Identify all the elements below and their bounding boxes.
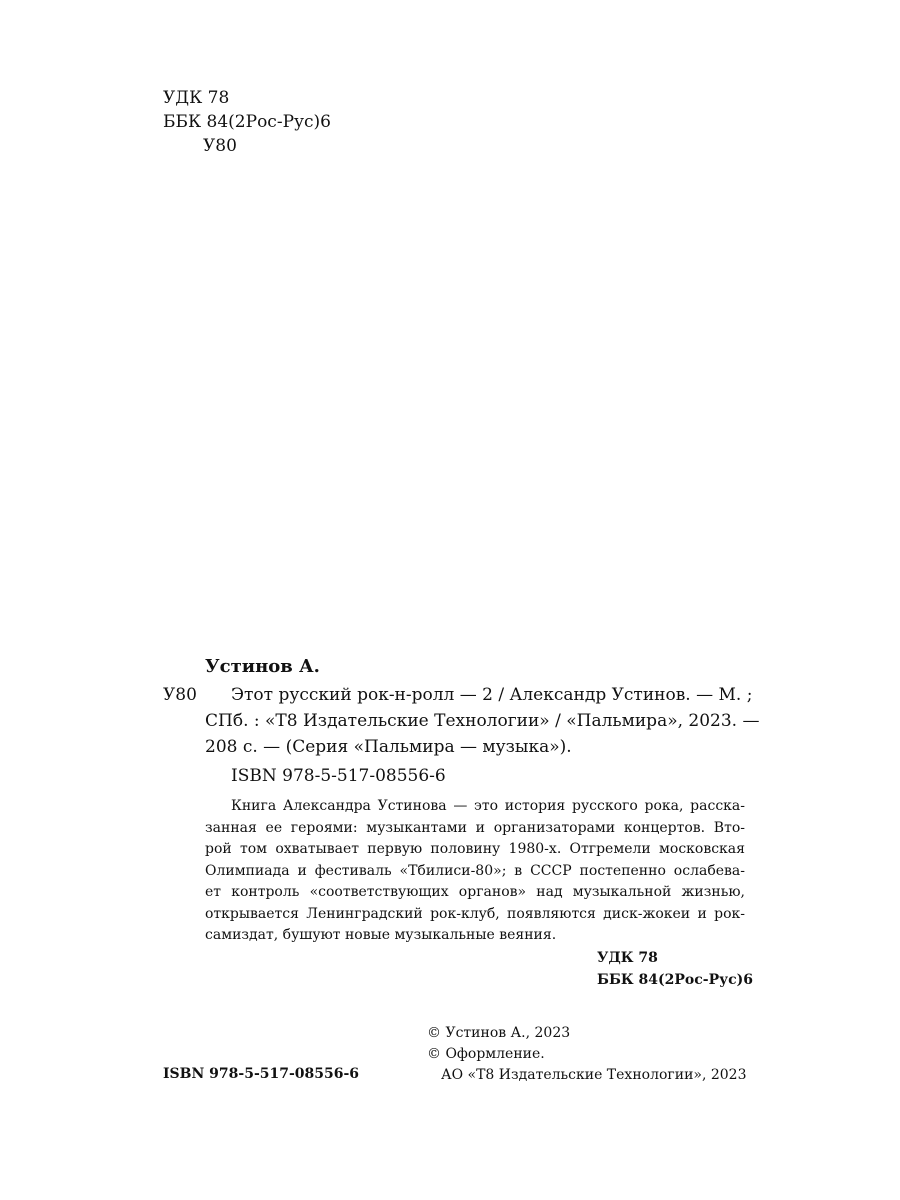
copyright-line: © Оформление. (427, 1046, 545, 1062)
catalog-classification-codes (597, 947, 753, 991)
annotation-line: занная ее героями: музыкантами и организаторами концертов. Вто- (205, 819, 745, 836)
author-name: Устинов А. (205, 656, 320, 677)
description-line: 208 с. — (Серия «Пальмира — музыка»). (205, 737, 572, 757)
annotation-line: открывается Ленинградский рок-клуб, появляются диск-жокеи и рок- (205, 905, 745, 922)
copyright-notice (427, 1023, 747, 1086)
isbn: ISBN 978-5-517-08556-6 (231, 766, 446, 786)
description-line: Этот русский рок-н-ролл — 2 / Александр Устинов. — М. ; (231, 685, 753, 705)
bibliographic-description (205, 682, 770, 760)
udk-code: УДК 78 (597, 950, 658, 966)
annotation-line: Книга Александра Устинова — это история русского рока, расска- (231, 798, 745, 814)
classification-codes (163, 86, 331, 158)
annotation-line: ет контроль «соответствующих органов» над музыкальной жизнью, (205, 884, 745, 900)
annotation-line: самиздат, бушуют новые музыкальные веяния. (205, 927, 557, 943)
copyright-line: АО «Т8 Издательские Технологии», 2023 (441, 1067, 747, 1083)
isbn-footer: ISBN 978-5-517-08556-6 (163, 1066, 360, 1082)
bbk-code: ББК 84(2Рос-Рус)6 (163, 112, 331, 132)
copyright-line: © Устинов А., 2023 (427, 1025, 571, 1041)
author-mark: У80 (203, 136, 237, 156)
bbk-code: ББК 84(2Рос-Рус)6 (597, 972, 753, 988)
annotation-line: Олимпиада и фестиваль «Тбилиси-80»; в СССР постепенно ослабева- (205, 862, 745, 879)
annotation-line: рой том охватывает первую половину 1980-х. Отгремели московская (205, 841, 745, 857)
annotation (205, 796, 745, 947)
description-line: СПб. : «Т8 Издательские Технологии» / «Пальмира», 2023. — (205, 711, 760, 731)
catalog-author-mark: У80 (163, 685, 197, 705)
udk-code: УДК 78 (163, 88, 230, 108)
